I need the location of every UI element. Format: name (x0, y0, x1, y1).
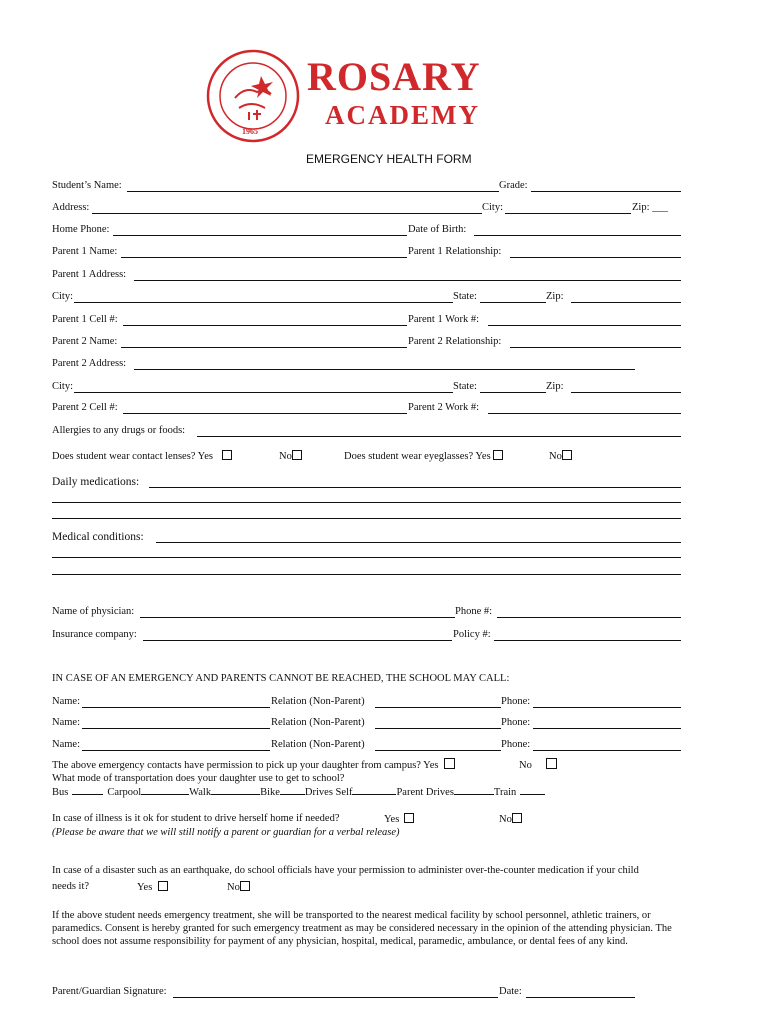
parent2-work-field[interactable] (488, 413, 681, 414)
contacts-yes-checkbox[interactable] (222, 450, 232, 460)
seal-year: 1965 (242, 127, 258, 136)
illness-yes (384, 813, 414, 826)
parent1-city-field[interactable] (74, 302, 453, 303)
illness-yes-checkbox[interactable] (404, 813, 414, 823)
daily-medications-field[interactable] (149, 487, 681, 488)
daily-medications-line-2[interactable] (52, 502, 681, 503)
parent1-work-field[interactable] (488, 325, 681, 326)
home-phone-label: Home Phone: (52, 224, 110, 235)
eyeglasses-no (549, 450, 572, 463)
form-title: EMERGENCY HEALTH FORM (306, 152, 472, 166)
transport-walk-field[interactable] (211, 794, 260, 795)
contact2-phone-field[interactable] (533, 728, 681, 729)
signature-field[interactable] (173, 997, 498, 998)
pickup-no (519, 758, 557, 772)
pickup-question (52, 758, 455, 772)
physician-phone-label: Phone #: (455, 606, 493, 617)
contact3-phone-label: Phone: (501, 739, 531, 750)
insurance-field[interactable] (143, 640, 452, 641)
student-name-label: Student’s Name: (52, 180, 122, 191)
disaster-no-checkbox[interactable] (240, 881, 250, 891)
illness-no-checkbox[interactable] (512, 813, 522, 823)
parent2-relationship-label: Parent 2 Relationship: (408, 336, 502, 347)
transport-drives-self-field[interactable] (352, 794, 396, 795)
contacts-question-text: Does student wear contact lenses? Yes (52, 451, 213, 462)
parent1-city-label: City: (52, 291, 74, 302)
disaster-question: In case of a disaster such as an earthquake, do school officials have your permission to administer over-the-counter medication if your child (52, 865, 639, 876)
eyeglasses-yes-checkbox[interactable] (493, 450, 503, 460)
dob-field[interactable] (474, 235, 681, 236)
parent1-zip-field[interactable] (571, 302, 681, 303)
date-label: Date: (499, 986, 522, 997)
allergies-label: Allergies to any drugs or foods: (52, 425, 186, 436)
contact2-phone-label: Phone: (501, 717, 531, 728)
contact2-relation-field[interactable] (375, 728, 501, 729)
signature-label: Parent/Guardian Signature: (52, 986, 167, 997)
treatment-consent-paragraph: If the above student needs emergency treatment, she will be transported to the nearest medical facility by school personnel, athletic trainers, or paramedics. Consent is hereby granted for such emergency treatment as may be considered necessary in the opinion of the attending physician. The school does not assume responsibility for payment of any physician, hospital, medical, paramedic, ambulance, or dental fees of any kind. (52, 910, 672, 947)
daily-medications-label: Daily medications: (52, 476, 140, 488)
parent1-state-field[interactable] (480, 302, 546, 303)
parent1-cell-label: Parent 1 Cell #: (52, 314, 118, 325)
parent2-zip-field[interactable] (571, 392, 681, 393)
transport-carpool-field[interactable] (141, 794, 189, 795)
contacts-no (279, 450, 302, 463)
transport-options (52, 787, 545, 799)
disaster-needs-it: needs it? (52, 881, 90, 892)
parent1-relationship-label: Parent 1 Relationship: (408, 246, 502, 257)
zip-label: Zip: ___ (632, 202, 668, 213)
transport-parent-drives-label: Parent Drives (396, 787, 454, 798)
parent2-relationship-field[interactable] (510, 347, 681, 348)
policy-field[interactable] (494, 640, 681, 641)
pickup-no-label: No (519, 760, 532, 771)
parent2-address-field[interactable] (134, 369, 635, 370)
eyeglasses-no-checkbox[interactable] (562, 450, 572, 460)
contact2-name-label: Name: (52, 717, 80, 728)
parent1-cell-field[interactable] (123, 325, 407, 326)
illness-question: In case of illness is it ok for student to drive herself home if needed? (52, 813, 340, 824)
parent2-cell-field[interactable] (123, 413, 407, 414)
parent2-zip-label: Zip: (546, 381, 564, 392)
contact1-relation-field[interactable] (375, 707, 501, 708)
physician-field[interactable] (140, 617, 455, 618)
contact1-name-field[interactable] (82, 707, 270, 708)
illness-yes-label: Yes (384, 814, 400, 825)
parent1-address-label: Parent 1 Address: (52, 269, 127, 280)
transport-bus-label: Bus (52, 787, 69, 798)
medical-conditions-label: Medical conditions: (52, 531, 144, 543)
parent1-relationship-field[interactable] (510, 257, 681, 258)
transport-bike-field[interactable] (280, 794, 305, 795)
insurance-label: Insurance company: (52, 629, 137, 640)
parent2-work-label: Parent 2 Work #: (408, 402, 479, 413)
grade-label: Grade: (499, 180, 528, 191)
transport-train-field[interactable] (520, 794, 545, 795)
city-field[interactable] (505, 213, 631, 214)
transport-train-label: Train (493, 787, 517, 798)
contacts-no-checkbox[interactable] (292, 450, 302, 460)
parent1-work-label: Parent 1 Work #: (408, 314, 479, 325)
contact1-relation-label: Relation (Non-Parent) (271, 696, 365, 707)
parent1-zip-label: Zip: (546, 291, 564, 302)
disaster-yes-checkbox[interactable] (158, 881, 168, 891)
disaster-yes (137, 881, 168, 894)
parent2-state-label: State: (453, 381, 477, 392)
parent1-name-label: Parent 1 Name: (52, 246, 118, 257)
medical-conditions-line-3[interactable] (52, 574, 681, 575)
contacts-question (52, 450, 232, 463)
daily-medications-line-3[interactable] (52, 518, 681, 519)
parent2-state-field[interactable] (480, 392, 546, 393)
grade-field[interactable] (531, 191, 681, 192)
contact2-name-field[interactable] (82, 728, 270, 729)
illness-note: (Please be aware that we will still notify a parent or guardian for a verbal release) (52, 827, 400, 838)
parent1-address-field[interactable] (134, 280, 681, 281)
transport-walk-label: Walk (189, 787, 212, 798)
emergency-contacts-heading: IN CASE OF AN EMERGENCY AND PARENTS CANNOT BE REACHED, THE SCHOOL MAY CALL: (52, 673, 510, 684)
parent2-name-label: Parent 2 Name: (52, 336, 118, 347)
parent2-cell-label: Parent 2 Cell #: (52, 402, 118, 413)
contact3-phone-field[interactable] (533, 750, 681, 751)
transport-question: What mode of transportation does your daughter use to get to school? (52, 773, 345, 784)
transport-parent-drives-field[interactable] (454, 794, 494, 795)
transport-carpool-label: Carpool (107, 787, 142, 798)
contact3-relation-label: Relation (Non-Parent) (271, 739, 365, 750)
address-field[interactable] (92, 213, 482, 214)
transport-bus-field[interactable] (72, 794, 103, 795)
medical-conditions-line-2[interactable] (52, 557, 681, 558)
school-logo (205, 48, 535, 144)
home-phone-field[interactable] (113, 235, 407, 236)
city-label: City: (482, 202, 504, 213)
policy-label: Policy #: (453, 629, 491, 640)
parent2-city-field[interactable] (74, 392, 453, 393)
dob-label: Date of Birth: (408, 224, 467, 235)
logo-word-academy: ACADEMY (325, 100, 480, 130)
parent1-name-field[interactable] (121, 257, 407, 258)
date-field[interactable] (526, 997, 635, 998)
physician-phone-field[interactable] (497, 617, 681, 618)
contact2-relation-label: Relation (Non-Parent) (271, 717, 365, 728)
pickup-no-checkbox[interactable] (546, 758, 557, 769)
disaster-yes-label: Yes (137, 882, 153, 893)
medical-conditions-field[interactable] (156, 542, 681, 543)
pickup-question-text: The above emergency contacts have permission to pick up your daughter from campus? Yes (52, 760, 439, 771)
address-label: Address: (52, 202, 90, 213)
logo-word-rosary: ROSARY (307, 54, 481, 99)
parent2-address-label: Parent 2 Address: (52, 358, 127, 369)
eyeglasses-no-label: No (549, 451, 562, 462)
contact3-name-field[interactable] (82, 750, 270, 751)
transport-bike-label: Bike (260, 787, 280, 798)
eyeglasses-question (344, 450, 503, 463)
transport-drives-self-label: Drives Self (304, 787, 353, 798)
parent1-state-label: State: (453, 291, 477, 302)
contact1-phone-label: Phone: (501, 696, 531, 707)
eyeglasses-question-text: Does student wear eyeglasses? Yes (344, 451, 491, 462)
illness-no-label: No (499, 814, 512, 825)
contacts-no-label: No (279, 451, 292, 462)
parent2-name-field[interactable] (121, 347, 407, 348)
contact3-name-label: Name: (52, 739, 80, 750)
contact3-relation-field[interactable] (375, 750, 501, 751)
physician-label: Name of physician: (52, 606, 135, 617)
parent2-city-label: City: (52, 381, 74, 392)
disaster-no (227, 881, 250, 894)
contact1-name-label: Name: (52, 696, 80, 707)
allergies-field[interactable] (197, 436, 681, 437)
illness-no (499, 813, 522, 826)
student-name-field[interactable] (127, 191, 499, 192)
disaster-no-label: No (227, 882, 240, 893)
pickup-yes-checkbox[interactable] (444, 758, 455, 769)
contact1-phone-field[interactable] (533, 707, 681, 708)
